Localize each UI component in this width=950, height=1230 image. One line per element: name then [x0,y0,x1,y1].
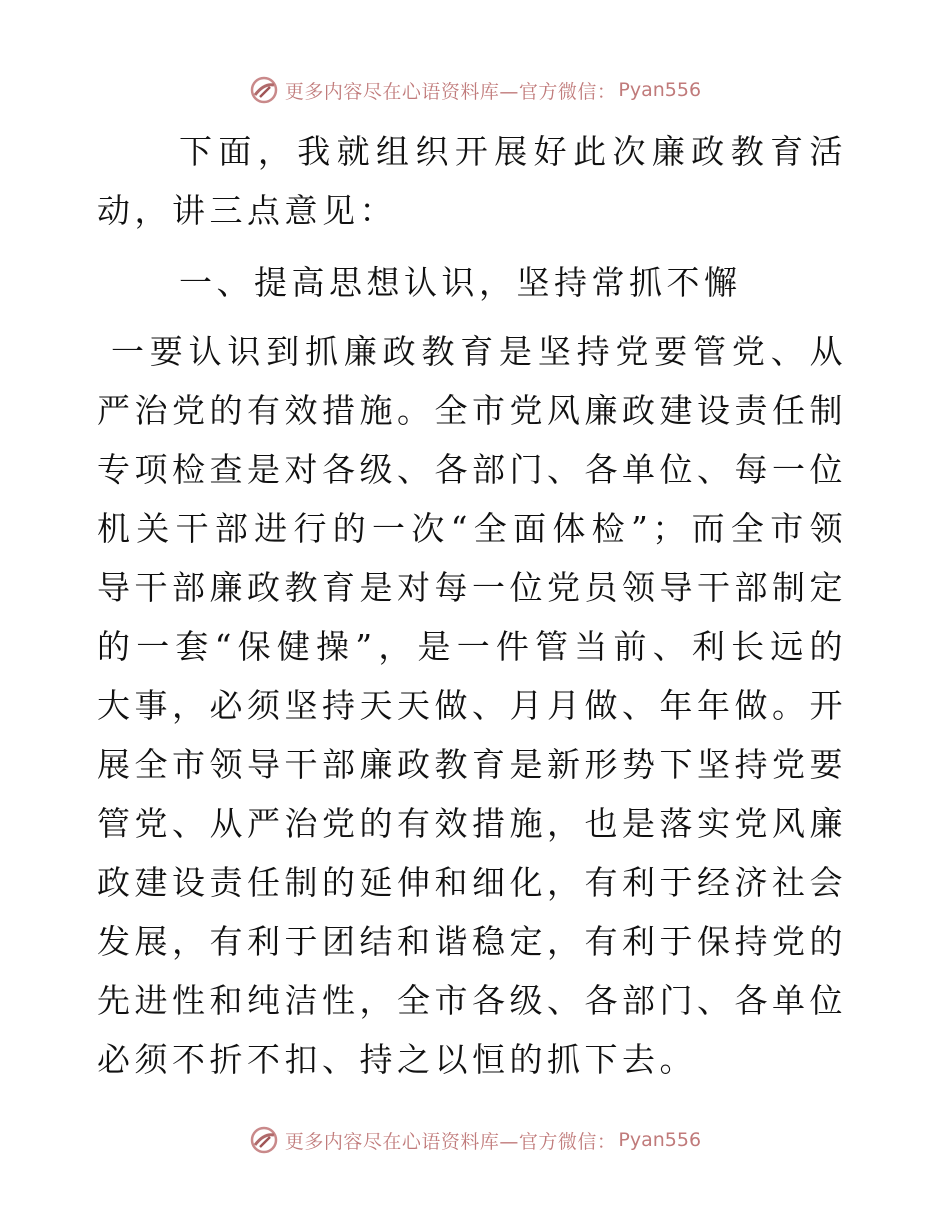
watermark-account: Pyan556 [618,1129,702,1151]
pen-swirl-icon [249,75,279,105]
watermark-text: 更多内容尽在心语资料库—官方微信： [284,1130,617,1153]
body-paragraph: 一要认识到抓廉政教育是坚持党要管党、从严治党的有效措施。全市党风廉政建设责任制专项检查是对各级、各部门、各单位、每一位机关干部进行的一次“全面体检”；而全市领导干部廉政教育是对每一位党员领导干部制定的一套“保健操”，是一件管当前、利长远的大事，必须坚持天天做、月月做、年年做。开展全市领导干部廉政教育是新形势下坚持党要管党、从严治党的有效措施，也是落实党风廉政建设责任制的延伸和细化，有利于经济社会发展，有利于团结和谐稳定，有利于保持党的先进性和纯洁性，全市各级、各部门、各单位必须不折不扣、持之以恒的抓下去。 [97,332,847,1079]
intro-paragraph: 下面，我就组织开展好此次廉政教育活动，讲三点意见： [97,132,847,230]
section-heading: 一、提高思想认识，坚持常抓不懈 [179,263,742,302]
watermark-text: 更多内容尽在心语资料库—官方微信： [284,80,617,103]
pen-swirl-icon [249,1125,279,1155]
document-body [97,122,847,1089]
watermark-account: Pyan556 [618,79,702,101]
footer-watermark [0,1120,950,1160]
header-watermark [0,70,950,110]
